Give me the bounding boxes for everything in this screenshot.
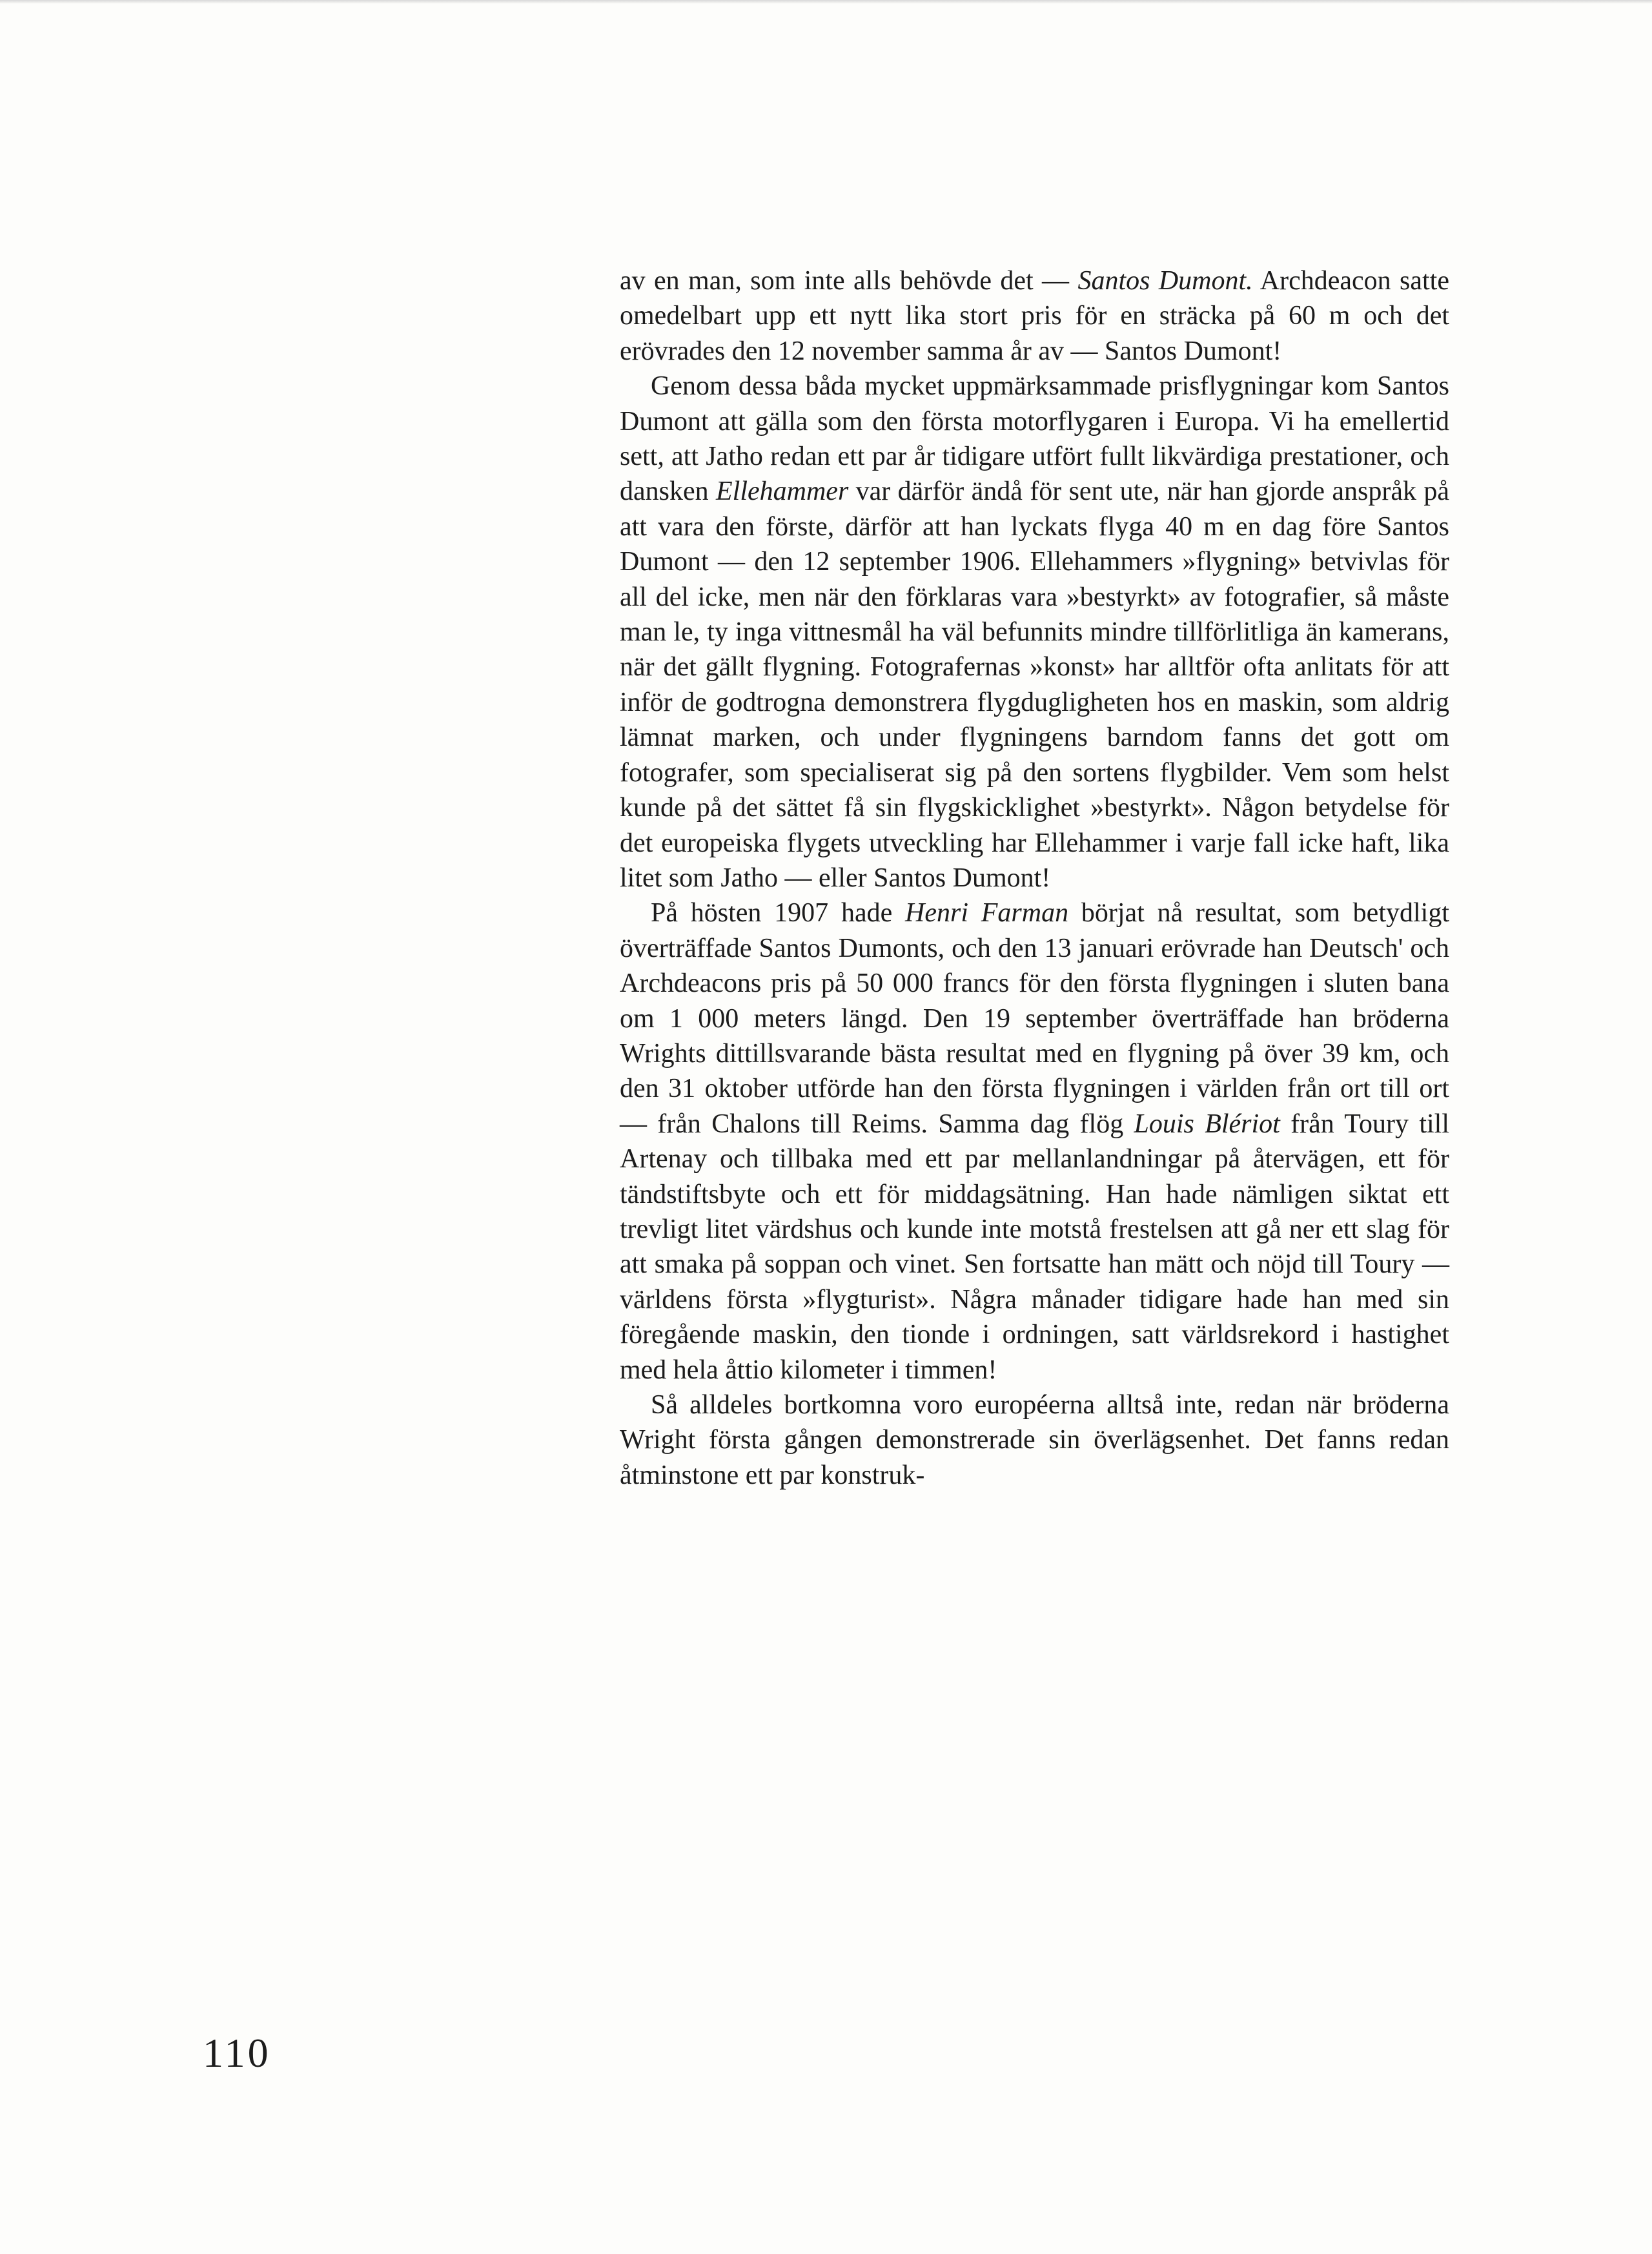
name-ellehammer: Ellehammer bbox=[716, 476, 849, 507]
page-number: 110 bbox=[203, 2030, 271, 2076]
name-santos-dumont: Santos Dumont. bbox=[1077, 266, 1253, 296]
text-segment: Genom dessa båda mycket uppmärksammade prisflygningar kom Santos Dumont att gälla som den första motorflygaren i Europa. Vi ha emellertid sett, att Jatho redan ett par år tidigare utfört fullt likvärdiga prestationer, och dansken bbox=[620, 371, 1449, 507]
text-segment: var därför ändå för sent ute, när han gjorde anspråk på att vara den förste, därför att han lyckats flyga 40 m en dag före Santos Dumont — den 12 september 1906. Ellehammers »flygning» betvivlas för all del icke, men när den förklaras vara »bestyrkt» av fotografier, så måste man le, ty inga vittnesmål ha väl befunnits mindre tillförlitliga än kamerans, när det gällt flygning. Fotografernas »konst» har alltför ofta anlitats för att inför de godtrogna demonstrera flygdugligheten hos en maskin, som aldrig lämnat marken, och under flygningens barndom fanns det gott om fotografer, som specialiserat sig på den sortens flygbilder. Vem som helst kunde på det sättet få sin flygskicklighet »bestyrkt». Någon betydelse för det europeiska flygets utveckling har Ellehammer i varje fall icke haft, lika litet som Jatho — eller Santos Dumont! bbox=[620, 476, 1449, 893]
text-segment: Så alldeles bortkomna voro européerna alltså inte, redan när bröderna Wright första gången demonstrerade sin överlägsenhet. Det fanns redan åtminstone ett par konstruk- bbox=[620, 1390, 1449, 1490]
page-top-edge bbox=[0, 0, 1652, 4]
text-segment: Archdeacon satte omedelbart upp ett nytt lika stort pris för en sträcka på 60 m och det erövrades den 12 november samma år av — Santos Dumont! bbox=[620, 266, 1449, 366]
paragraph-2 bbox=[620, 369, 1449, 896]
paragraph-4 bbox=[620, 1388, 1449, 1493]
paragraph-1 bbox=[620, 263, 1449, 369]
text-segment: av en man, som inte alls behövde det — bbox=[620, 266, 1078, 296]
body-text bbox=[620, 263, 1449, 1493]
text-segment: börjat nå resultat, som betydligt överträffade Santos Dumonts, och den 13 januari erövrade han Deutsch' och Archdeacons pris på 50 000 francs för den första flygningen i sluten bana om 1 000 meters längd. Den 19 september överträffade han bröderna Wrights dittillsvarande bästa resultat med en flygning på över 39 km, och den 31 oktober utförde han den första flygningen i världen från ort till ort — från Chalons till Reims. Samma dag flög bbox=[620, 898, 1449, 1139]
paragraph-3 bbox=[620, 896, 1449, 1388]
text-segment: På hösten 1907 hade bbox=[651, 898, 906, 928]
name-henri-farman: Henri Farman bbox=[905, 898, 1069, 928]
text-segment: från Toury till Artenay och tillbaka med ett par mellanlandningar på återvägen, ett för tändstiftsbyte och ett för middagsätning. Han hade nämligen siktat ett trevligt litet värdshus och kunde inte motstå frestelsen att gå ner ett slag för att smaka på soppan och vinet. Sen fortsatte han mätt och nöjd till Toury — världens första »flygturist». Några månader tidigare hade han med sin föregående maskin, den tionde i ordningen, satt världsrekord i hastighet med hela åttio kilometer i timmen! bbox=[620, 1109, 1449, 1385]
name-louis-bleriot: Louis Blériot bbox=[1134, 1109, 1280, 1139]
